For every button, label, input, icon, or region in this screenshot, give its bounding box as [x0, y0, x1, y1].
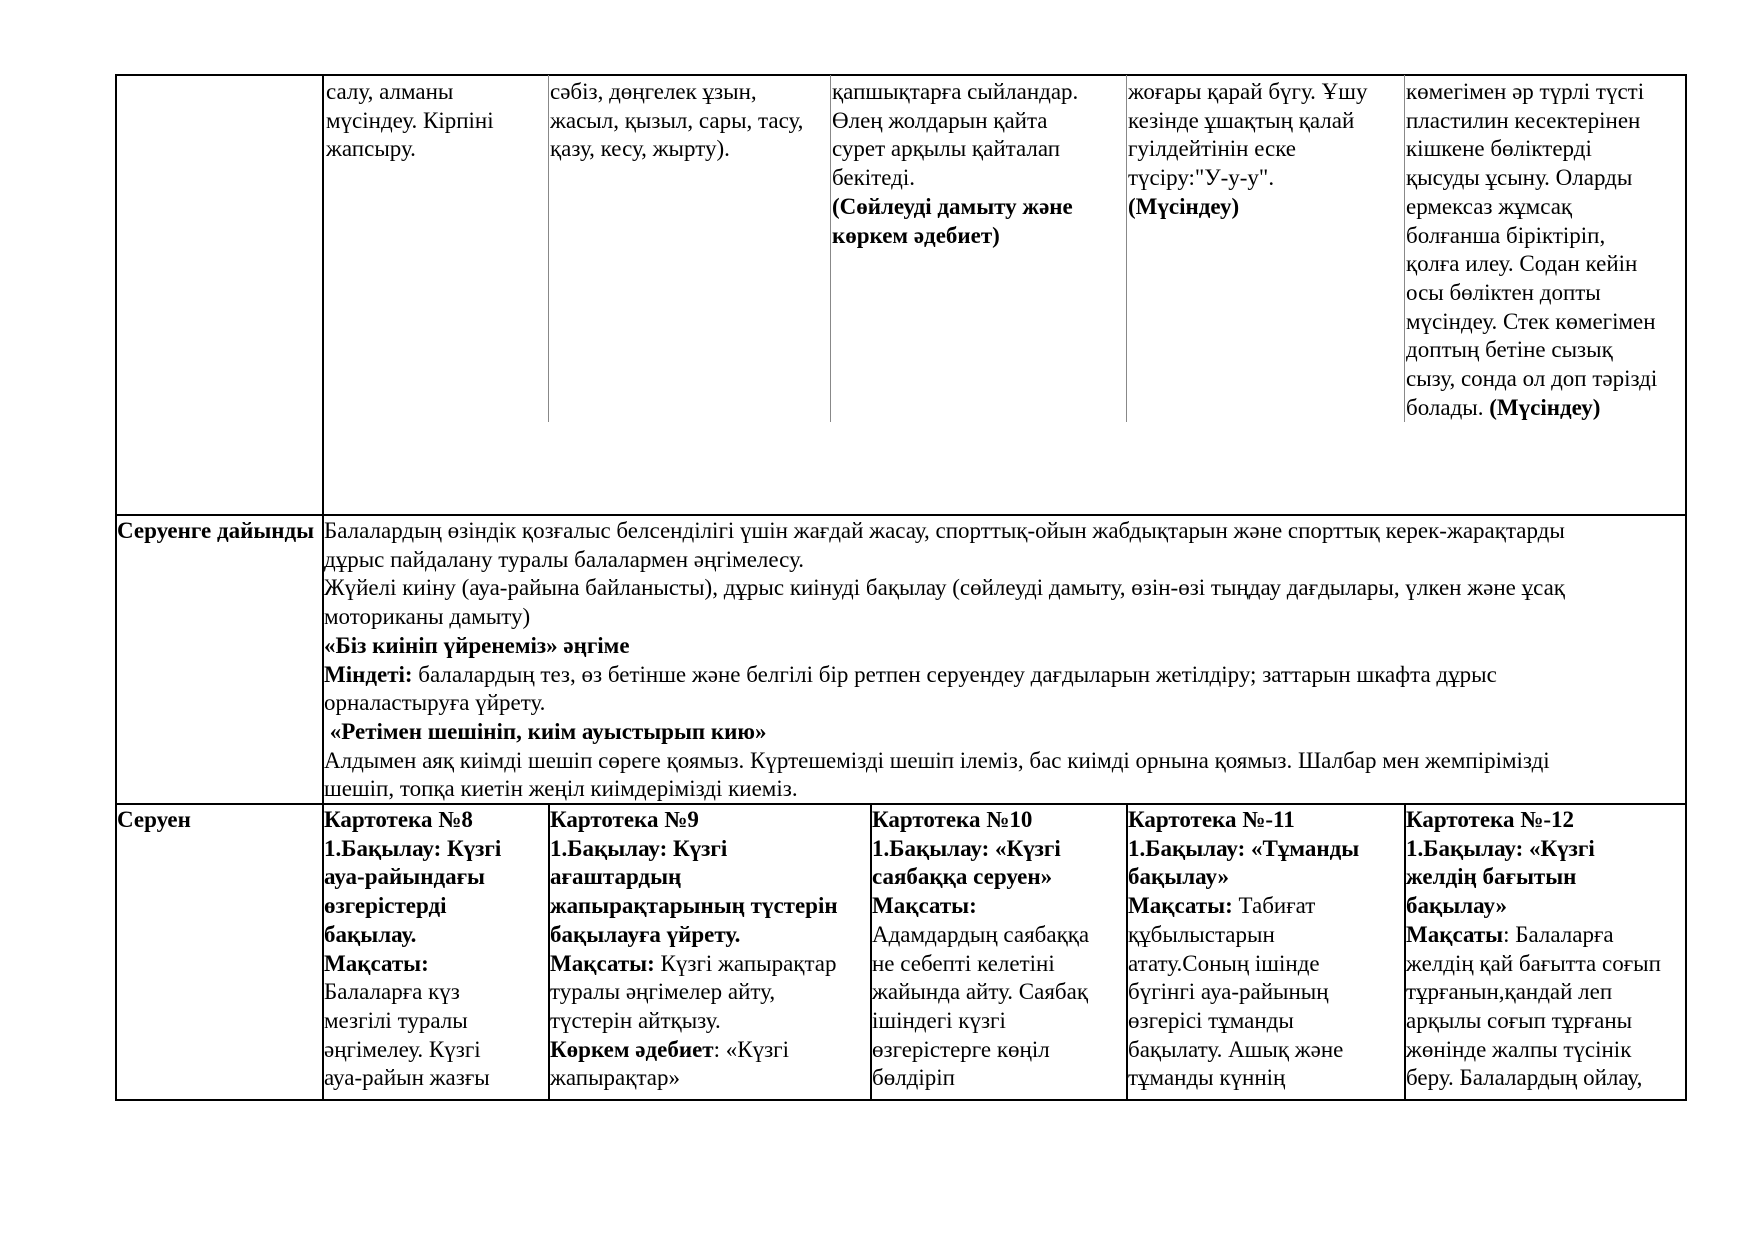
row1-cell-3	[550, 78, 829, 164]
text-line: моториканы дамыту)	[324, 604, 531, 630]
text-line: ағаштардың	[550, 864, 682, 890]
text-line: Алдымен аяқ киімді шешіп сөреге қоямыз. Күртешемізді шешіп ілеміз, бас киімді орнына қоямыз. Шалбар мен жемпірімізді	[324, 747, 1550, 773]
text-line	[1406, 921, 1684, 950]
row1-col-border-4	[1126, 75, 1127, 422]
subject-tag: (Сөйлеуді дамыту және	[832, 193, 1073, 219]
text-line: түсіру:"У-у-у".	[1128, 165, 1275, 191]
talk-title: «Біз киініп үйренеміз» әңгіме	[324, 632, 630, 658]
text-line: Өлең жолдарын қайта	[832, 107, 1048, 133]
text-line: өзгерістерге көңіл	[872, 1036, 1050, 1062]
row1-cell-4	[832, 78, 1125, 250]
text-line: өзгерісі тұманды	[1128, 1007, 1294, 1033]
text-line: сәбіз, дөңгелек ұзын,	[550, 79, 757, 104]
text-line: осы бөліктен допты	[1406, 279, 1601, 305]
text-line: 1.Бақылау: Күзгі	[324, 835, 502, 861]
text-line: салу, алманы	[326, 79, 454, 104]
goal-label: Мақсаты:	[1128, 893, 1233, 919]
routine-title: «Ретімен шешініп, киім ауыстырып кию»	[324, 718, 767, 744]
row1-col-border-3	[830, 75, 831, 422]
text-line: бақылау.	[324, 921, 417, 947]
text-line: түстерін айтқызу.	[550, 1007, 721, 1033]
text-line: орналастыруға үйрету.	[324, 690, 546, 716]
text-line	[1128, 892, 1403, 921]
row3-cell-4	[872, 806, 1125, 1093]
text-line: бақылауға үйрету.	[550, 921, 741, 947]
text-line: шешіп, топқа киетін жеңіл киімдерімізді киеміз.	[324, 776, 798, 802]
text-line	[550, 950, 869, 979]
task-text: балалардың тез, өз бетінше және белгілі бір ретпен серуендеу дағдыларын жетілдіру; заттарын шкафта дұрыс	[412, 661, 1497, 687]
subject-tag: (Мүсіндеу)	[1489, 394, 1601, 420]
text-line: саябаққа серуен»	[872, 864, 1053, 890]
text-line: тұрғанын,қандай леп	[1406, 979, 1613, 1005]
text-line: желдің қай бағытта соғып	[1406, 950, 1661, 976]
row2-content	[324, 517, 1684, 804]
text-line: мезгілі туралы	[324, 1007, 468, 1033]
text-line: желдің бағытын	[1406, 864, 1577, 890]
subject-tag: (Мүсіндеу)	[1128, 193, 1240, 219]
row1-col-border-2	[548, 75, 549, 422]
text-line: бөлдіріп	[872, 1065, 955, 1091]
text-line: қапшықтарға сыйландар.	[832, 79, 1079, 104]
text-line: жапырақтар»	[550, 1065, 680, 1091]
literature-label: Көркем әдебиет	[550, 1036, 714, 1062]
text-line: дұрыс пайдалану туралы балалармен әңгімелесу.	[324, 546, 805, 572]
table-left-border	[115, 74, 117, 1101]
text-line: кезінде ұшақтың қалай	[1128, 107, 1355, 133]
text-line: 1.Бақылау: Күзгі	[550, 835, 728, 861]
text-line: Адамдардың саябаққа	[872, 921, 1090, 947]
text-line: жапсыру.	[326, 136, 416, 162]
row3-cell-6	[1406, 806, 1684, 1093]
text-line	[550, 1036, 869, 1065]
text-line: әңгімелеу. Күзгі	[324, 1036, 481, 1062]
goal-label: Мақсаты:	[550, 950, 655, 976]
row3-cell-2	[324, 806, 547, 1093]
text-line: ауа-райындағы	[324, 864, 485, 890]
text-line: ішіндегі күзгі	[872, 1007, 1006, 1033]
text-line: гуілдейтінін еске	[1128, 136, 1297, 162]
row1-cell-6	[1406, 78, 1684, 422]
text-line: ауа-райын жазғы	[324, 1065, 490, 1091]
subject-tag: көркем әдебиет)	[832, 222, 1000, 248]
text-fragment: болады.	[1406, 394, 1490, 420]
text-line: Балалардың өзіндік қозғалыс белсенділігі үшін жағдай жасау, спорттық-ойын жабдықтарын және спорттық керек-жарақтарды	[324, 518, 1565, 543]
text-fragment: : «Күзгі	[713, 1036, 789, 1062]
row3-cell-3	[550, 806, 869, 1093]
text-line: мүсіндеу. Стек көмегімен	[1406, 308, 1656, 334]
row2-label: Серуенге дайынды	[117, 518, 315, 543]
text-line: доптың бетіне сызық	[1406, 337, 1613, 363]
text-line: құбылыстарын	[1128, 921, 1275, 947]
table-top-border	[115, 74, 1687, 76]
text-line: жайында айту. Саябақ	[872, 979, 1089, 1005]
text-line: қазу, кесу, жырту).	[550, 136, 730, 162]
text-line	[1406, 394, 1684, 423]
text-line: болғанша біріктіріп,	[1406, 222, 1606, 248]
text-line: өзгерістерді	[324, 893, 447, 919]
text-line: бақылау»	[1406, 893, 1508, 919]
card-title: Картотека №10	[872, 807, 1033, 832]
text-fragment: : Балаларға	[1503, 921, 1614, 947]
text-line: бүгінгі ауа-райының	[1128, 979, 1329, 1005]
text-line: жөнінде жалпы түсінік	[1406, 1036, 1632, 1062]
card-title: Картотека №-12	[1406, 807, 1574, 832]
card-title: Картотека №-11	[1128, 807, 1295, 832]
text-line: ермексаз жұмсақ	[1406, 193, 1573, 219]
text-line: мүсіндеу. Кірпіні	[326, 107, 494, 133]
row3-cell-5	[1128, 806, 1403, 1093]
goal-label: Мақсаты:	[872, 893, 977, 919]
text-line: бекітеді.	[832, 165, 915, 191]
card-title: Картотека №9	[550, 807, 699, 832]
text-line: жапырақтарының түстерін	[550, 893, 838, 919]
text-line: бақылау»	[1128, 864, 1230, 890]
goal-label: Мақсаты	[1406, 921, 1504, 947]
row1-cell-2	[326, 78, 546, 164]
text-line: Жүйелі киіну (ауа-райына байланысты), дұрыс киінуді бақылау (сөйлеуді дамыту, өзін-өзі тыңдау дағдылары, үлкен және ұсақ	[324, 575, 1565, 601]
text-line: жасыл, қызыл, сары, тасу,	[550, 107, 804, 133]
text-line: 1.Бақылау: «Күзгі	[872, 835, 1061, 861]
card-title: Картотека №8	[324, 807, 473, 832]
row2-top-border	[115, 514, 1687, 516]
text-line: 1.Бақылау: «Күзгі	[1406, 835, 1595, 861]
text-line: тұманды күннің	[1128, 1065, 1286, 1091]
table-bottom-border	[115, 1099, 1687, 1101]
row1-col-border-5	[1404, 75, 1405, 422]
task-label: Міндеті:	[324, 661, 413, 687]
text-line: атату.Соның ішінде	[1128, 950, 1320, 976]
text-line: Балаларға күз	[324, 979, 460, 1005]
text-line: қолға илеу. Содан кейін	[1406, 251, 1638, 277]
text-line: көмегімен әр түрлі түсті	[1406, 79, 1645, 104]
row1-cell-5	[1128, 78, 1403, 222]
table-right-border	[1685, 74, 1687, 1101]
text-line: жоғары қарай бүгу. Ұшу	[1128, 79, 1368, 104]
text-line: бақылату. Ашық және	[1128, 1036, 1344, 1062]
text-line: беру. Балалардың ойлау,	[1406, 1065, 1643, 1091]
text-line: не себепті келетіні	[872, 950, 1055, 976]
text-line: 1.Бақылау: «Тұманды	[1128, 835, 1360, 861]
text-line: арқылы соғып тұрғаны	[1406, 1007, 1633, 1033]
text-line: сурет арқылы қайталап	[832, 136, 1061, 162]
text-line: қысуды ұсыну. Оларды	[1406, 165, 1633, 191]
text-fragment: Табиғат	[1232, 893, 1316, 919]
text-line: кішкене бөліктерді	[1406, 136, 1592, 162]
text-fragment: Күзгі жапырақтар	[654, 950, 837, 976]
goal-label: Мақсаты:	[324, 950, 429, 976]
text-line: пластилин кесектерінен	[1406, 107, 1641, 133]
text-line: туралы әңгімелер айту,	[550, 979, 776, 1005]
text-line: сызу, сонда ол доп тәрізді	[1406, 366, 1658, 392]
text-line	[324, 661, 1684, 690]
row3-label: Серуен	[117, 807, 191, 832]
